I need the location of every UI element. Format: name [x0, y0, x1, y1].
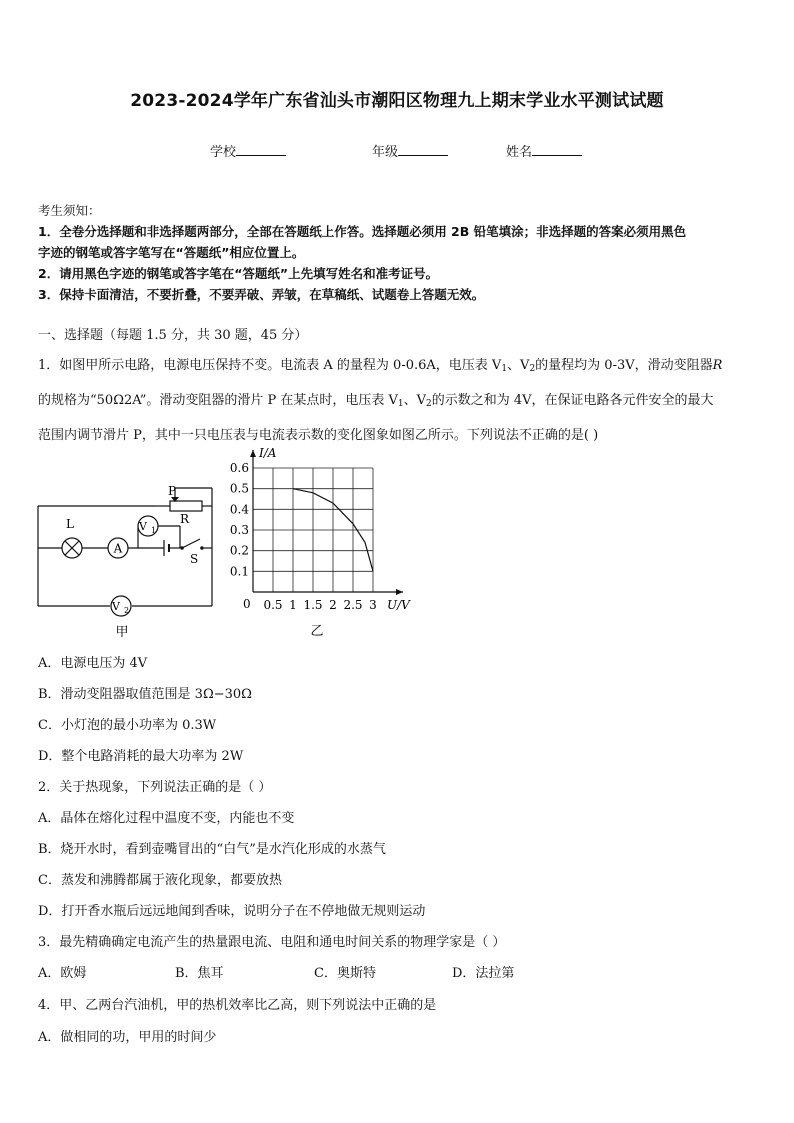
name-field[interactable]	[506, 141, 582, 160]
y-tick-label: 0.1	[229, 564, 249, 579]
circuit-diagram	[30, 478, 230, 648]
q1-option-d[interactable]: D．整个电路消耗的最大功率为 2W	[38, 749, 244, 764]
resistor-label: R	[180, 512, 190, 526]
school-label: 学校	[210, 145, 237, 160]
q3-option-c[interactable]: C．奥斯特	[314, 966, 376, 981]
x-tick-label: 0.5	[263, 598, 283, 612]
x-tick-label: 2	[329, 598, 337, 612]
notice-item-2: 2．请用黑色字迹的钢笔或答字笔在“答题纸”上先填写姓名和准考证号。	[38, 266, 439, 281]
q1-option-b[interactable]: B．滑动变阻器取值范围是 3Ω−30Ω	[38, 687, 252, 702]
graph-grid	[253, 468, 373, 592]
y-tick-label: 0.6	[229, 461, 249, 475]
notice-heading: 考生须知：	[38, 203, 101, 218]
q3-option-a[interactable]: A．欧姆	[38, 966, 87, 981]
page-title: 2023-2024学年广东省汕头市潮阳区物理九上期末学业水平测试试题	[130, 91, 664, 111]
q2-option-c[interactable]: C．蒸发和沸腾都属于液化现象，都要放热	[38, 873, 282, 888]
y-tick-label: 0.4	[229, 502, 249, 517]
q1-option-a[interactable]: A．电源电压为 4V	[38, 656, 148, 671]
q2-option-d[interactable]: D．打开香水瓶后远远地闻到香味，说明分子在不停地做无规则运动	[38, 904, 426, 919]
switch-symbol	[180, 539, 204, 550]
notice-item-3: 3．保持卡面清洁，不要折叠，不要弄破、弄皱，在草稿纸、试题卷上答题无效。	[38, 287, 485, 302]
school-blank[interactable]	[236, 143, 286, 156]
question-2-stem: 2．关于热现象，下列说法正确的是（ ）	[38, 780, 272, 795]
grade-blank[interactable]	[398, 143, 448, 156]
lamp-symbol	[62, 538, 82, 558]
name-blank[interactable]	[532, 143, 582, 156]
circuit-caption: 甲	[115, 625, 129, 640]
notice-block	[38, 200, 758, 305]
lamp-label: L	[66, 517, 74, 531]
q1-line-1: 1．如图甲所示电路，电源电压保持不变。电流表 A 的量程为 0-0.6A，电压表 $V_1$、$V_2$的量程均为 0-3V，滑动变阻器R	[38, 358, 723, 374]
graph-tick-labels	[230, 461, 377, 612]
y-tick-label: 0.3	[229, 523, 249, 537]
ammeter-label: A	[113, 541, 123, 556]
q3-option-d[interactable]: D．法拉第	[452, 966, 515, 981]
grade-field[interactable]	[372, 141, 448, 160]
question-3-stem: 3．最先精确确定电流产生的热量跟电流、电阻和通电时间关系的物理学家是（ ）	[38, 935, 506, 950]
notice-item-1a: 1．全卷分选择题和非选择题两部分，全部在答题纸上作答。选择题必须用 2B 铅笔填涂；非选择题的答案必须用黑色	[38, 224, 687, 239]
y-tick-label: 0.2	[229, 543, 249, 558]
v1-label: V	[139, 520, 147, 533]
v2-label: V	[112, 600, 120, 613]
q2-option-b[interactable]: B．烧开水时，看到壶嘴冒出的“白气”是水汽化形成的水蒸气	[38, 842, 386, 857]
origin-label: 0	[243, 597, 251, 611]
q1-line-3: 范围内调节滑片 P，其中一只电压表与电流表示数的变化图象如图乙所示。下列说法不正确的是( )	[38, 428, 599, 443]
section-heading: 一、选择题（每题 1.5 分，共 30 题，45 分）	[38, 328, 308, 343]
resistor-symbol	[170, 501, 202, 511]
graph-caption: 乙	[310, 624, 324, 639]
slider-label: P	[168, 484, 177, 498]
x-tick-label: 2.5	[343, 598, 363, 612]
notice-item-1b: 字迹的钢笔或答字笔写在“答题纸”相应位置上。	[38, 245, 305, 260]
school-field[interactable]	[210, 141, 286, 160]
grade-label: 年级	[372, 145, 399, 160]
q4-option-a[interactable]: A．做相同的功，甲用的时间少	[38, 1030, 217, 1045]
iv-graph	[225, 442, 425, 647]
x-tick-label: 3	[369, 598, 377, 612]
v1-sub: 1	[151, 526, 157, 535]
q3-option-b[interactable]: B．焦耳	[175, 966, 224, 981]
y-axis-arrowhead	[250, 450, 256, 457]
name-label: 姓名	[506, 145, 533, 160]
v2-sub: 2	[124, 606, 130, 615]
y-axis-label: I/A	[259, 446, 277, 460]
question-1-stem	[38, 350, 758, 452]
q1-line-2: 的规格为“50Ω2A”。滑动变阻器的滑片 P 在某点时，电压表 $V_1$、$V_2$的示数之和为 4V，在保证电路各元件安全的最大	[38, 393, 714, 409]
x-axis-label: U/V	[387, 598, 410, 612]
question-4-stem: 4．甲、乙两台汽油机，甲的热机效率比乙高，则下列说法中正确的是	[38, 998, 437, 1013]
x-tick-label: 1	[289, 598, 297, 612]
q2-option-a[interactable]: A．晶体在熔化过程中温度不变，内能也不变	[38, 811, 295, 826]
switch-label: S	[190, 552, 199, 566]
x-axis-arrowhead	[396, 589, 403, 595]
x-tick-label: 1.5	[303, 598, 323, 612]
y-tick-label: 0.5	[229, 481, 249, 496]
q1-option-c[interactable]: C．小灯泡的最小功率为 0.3W	[38, 718, 217, 733]
